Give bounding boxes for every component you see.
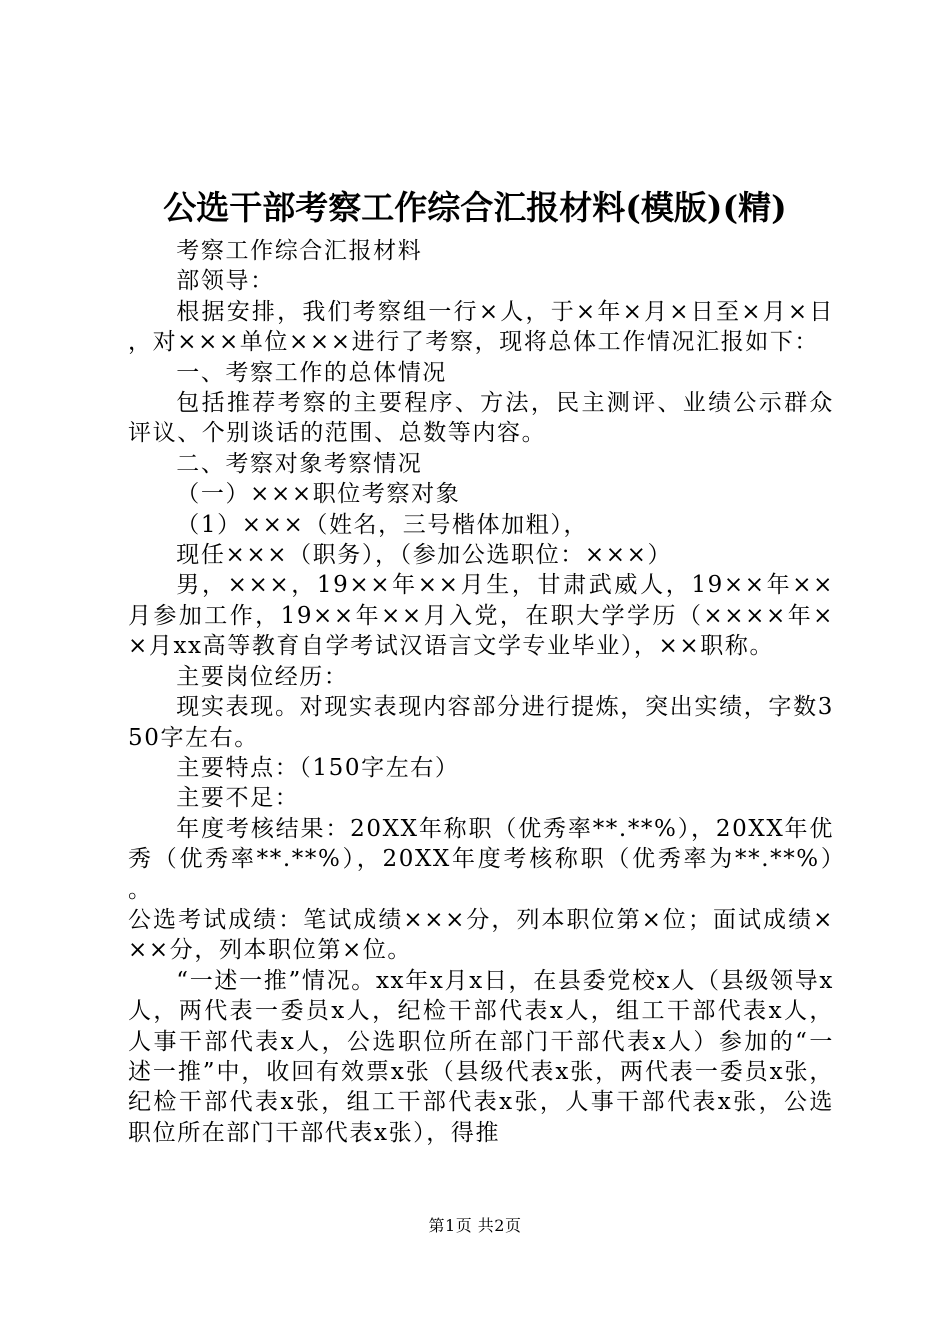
job-history-label: 主要岗位经历： [176,663,349,690]
document-title: 公选干部考察工作综合汇报材料(模版)(精) [163,188,787,227]
candidate-name-line: （1）×××（姓名，三号楷体加粗）， [176,511,589,538]
paragraph-intro: 根据安排，我们考察组一行×人，于×年×月×日至×月×日，对×××单位×××进行了考察，现将总体工作情况汇报如下： [128,298,834,356]
candidate-position-line: 现任×××（职务），（参加公选职位：×××） [176,542,673,569]
strengths-label: 主要特点：（150字左右） [176,754,460,781]
performance-paragraph: 现实表现。对现实表现内容部分进行提炼，突出实绩，字数350字左右。 [128,694,834,751]
annual-review-paragraph: 年度考核结果：20XX年称职（优秀率**.**%），20XX年优秀（优秀率**.**%），20XX年度考核称职（优秀率为**.**%）。 [128,815,834,903]
section-heading-2: 二、考察对象考察情况 [176,450,423,477]
page-number-footer: 第1页 共2页 [428,1216,522,1235]
paragraph-salutation: 部领导： [176,268,275,295]
paragraph-subtitle: 考察工作综合汇报材料 [176,238,423,264]
exam-results-paragraph: 公选考试成绩：笔试成绩×××分，列本职位第×位；面试成绩×××分，列本职位第×位。 [128,906,834,964]
recommendation-paragraph: “一述一推”情况。xx年x月x日，在县委党校x人（县级领导x人，两代表一委员x人，纪检干部代表x人，组工干部代表x人，人事干部代表x人，公选职位所在部门干部代表x人）参加的“一述一推”中，收回有效票x张（县级代表x张，两代表一委员x张，纪检干部代表x张，组工干部代表x张，人事干部代表x张，公选职位所在部门干部代表x张），得推 [128,967,834,1146]
subsection-heading: （一）×××职位考察对象 [176,481,461,508]
document-body [128,236,834,1148]
candidate-profile: 男，×××，19××年××月生，甘肃武威人，19××年××月参加工作，19××年××月入党，在职大学学历（××××年××月xx高等教育自学考试汉语言文学专业毕业），××职称。 [128,572,834,660]
weaknesses-label: 主要不足： [176,785,300,812]
section-heading-1: 一、考察工作的总体情况 [176,359,447,386]
paragraph-overview: 包括推荐考察的主要程序、方法，民主测评、业绩公示群众评议、个别谈话的范围、总数等内容。 [128,390,834,447]
